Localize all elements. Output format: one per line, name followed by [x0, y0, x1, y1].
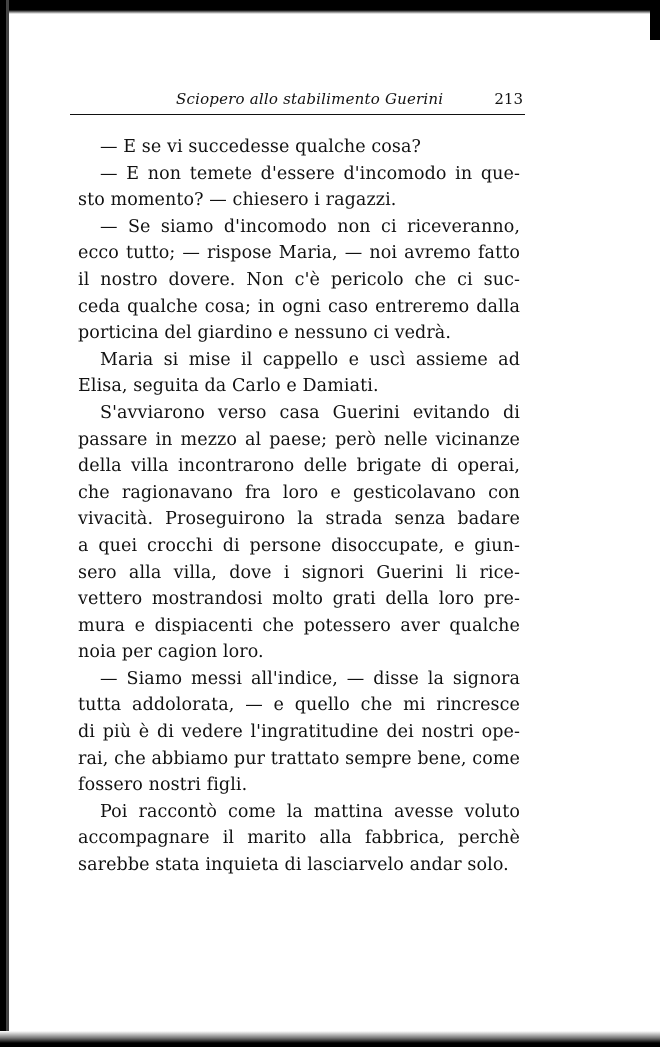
text-line: rai, che abbiamo pur trattato sempre bene, come	[78, 748, 520, 769]
text-line: passare in mezzo al paese; però nelle vicinanze	[78, 429, 520, 450]
text-line: Elisa, seguita da Carlo e Damiati.	[78, 376, 379, 397]
text-line: porticina del giardino e nessuno ci vedrà.	[78, 323, 451, 344]
body-text	[78, 134, 520, 879]
page-number: 213	[494, 90, 523, 108]
scan-edge-top	[0, 0, 660, 14]
text-line: a quei crocchi di persone disoccupate, e giun-	[78, 535, 520, 556]
text-line: sarebbe stata inquieta di lasciarvelo andar solo.	[78, 855, 509, 876]
text-line: della villa incontrarono delle brigate di operai,	[78, 456, 520, 477]
text-line: il nostro dovere. Non c'è pericolo che ci suc-	[78, 269, 520, 290]
text-line: — Siamo messi all'indice, — disse la signora	[100, 668, 520, 689]
running-title: Sciopero allo stabilimento Guerini	[176, 90, 444, 108]
text-line: — E non temete d'essere d'incomodo in que-	[100, 163, 520, 184]
scan-edge-right	[650, 0, 660, 40]
text-line: Poi raccontò come la mattina avesse voluto	[100, 801, 520, 822]
text-line: sero alla villa, dove i signori Guerini li rice-	[78, 562, 520, 583]
text-line: tutta addolorata, — e quello che mi rincresce	[78, 695, 520, 716]
text-line: vivacità. Proseguirono la strada senza badare	[78, 509, 520, 530]
text-line: ecco tutto; — rispose Maria, — noi avremo fatto	[78, 243, 520, 264]
text-line: — Se siamo d'incomodo non ci riceveranno,	[100, 216, 520, 237]
scan-edge-bottom	[0, 1031, 660, 1047]
scan-edge-left-shadow	[6, 0, 9, 1047]
text-line: mura e dispiacenti che potessero aver qualche	[78, 615, 520, 636]
text-line: S'avviarono verso casa Guerini evitando di	[100, 402, 520, 423]
text-line: sto momento? — chiesero i ragazzi.	[78, 190, 397, 211]
text-line: noia per cagion loro.	[78, 642, 264, 663]
text-line: che ragionavano fra loro e gesticolavano con	[78, 482, 520, 503]
text-line: ceda qualche cosa; in ogni caso entreremo dalla	[78, 296, 520, 317]
text-line: fossero nostri figli.	[78, 775, 248, 796]
text-line: Maria si mise il cappello e uscì assieme ad	[100, 349, 520, 370]
text-line: di più è di vedere l'ingratitudine dei nostri ope-	[78, 722, 520, 743]
page-header	[70, 88, 525, 115]
text-line: — E se vi succedesse qualche cosa?	[100, 137, 422, 157]
text-line: accompagnare il marito alla fabbrica, perchè	[78, 828, 520, 849]
text-line: vettero mostrandosi molto grati della loro pre-	[78, 589, 520, 610]
